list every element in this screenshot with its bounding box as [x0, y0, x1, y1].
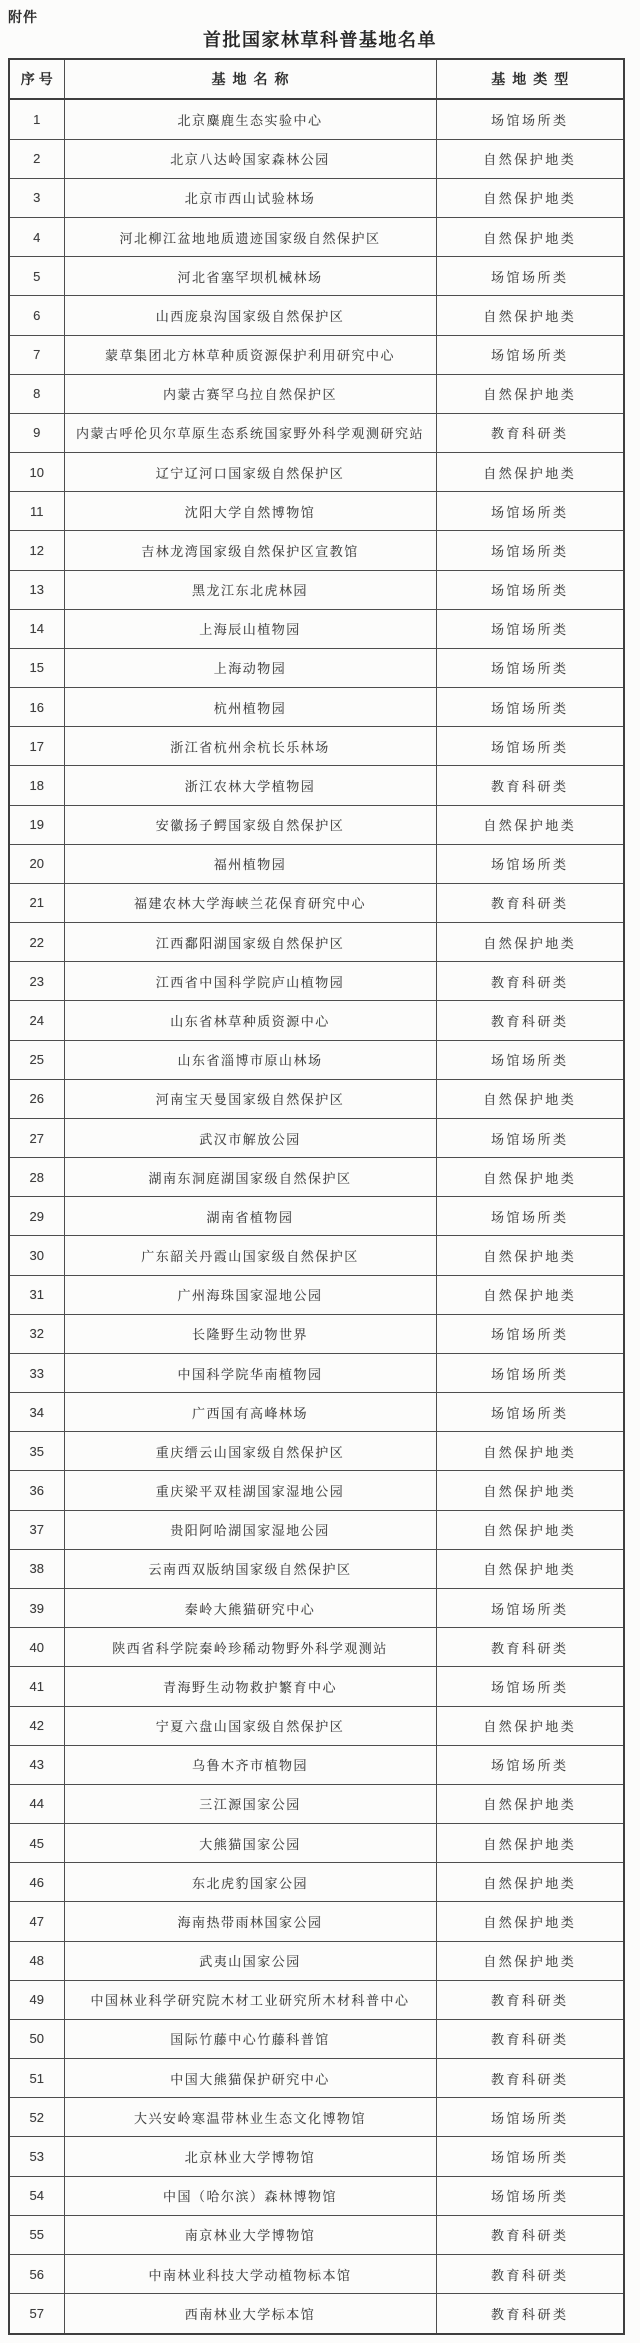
name-cell: 江西鄱阳湖国家级自然保护区 [64, 923, 436, 962]
type-cell: 自然保护地类 [436, 1549, 624, 1588]
table-row [9, 2254, 624, 2293]
table-row [9, 178, 624, 217]
name-cell: 广西国有高峰林场 [64, 1393, 436, 1432]
index-cell: 21 [9, 883, 64, 922]
attachment-label: 附件 [8, 9, 38, 25]
index-cell: 27 [9, 1118, 64, 1157]
name-cell: 青海野生动物救护繁育中心 [64, 1667, 436, 1706]
type-cell: 教育科研类 [436, 1980, 624, 2019]
index-cell: 12 [9, 531, 64, 570]
name-cell: 中国大熊猫保护研究中心 [64, 2059, 436, 2098]
table-row [9, 609, 624, 648]
table-row [9, 1432, 624, 1471]
table-row [9, 217, 624, 256]
table-row [9, 2019, 624, 2058]
type-cell: 教育科研类 [436, 2215, 624, 2254]
table-row [9, 570, 624, 609]
name-cell: 内蒙古呼伦贝尔草原生态系统国家野外科学观测研究站 [64, 413, 436, 452]
name-cell: 中国林业科学研究院木材工业研究所木材科普中心 [64, 1980, 436, 2019]
name-cell: 杭州植物园 [64, 688, 436, 727]
type-cell: 自然保护地类 [436, 1079, 624, 1118]
index-cell: 2 [9, 139, 64, 178]
type-cell: 场馆场所类 [436, 2098, 624, 2137]
table-row [9, 648, 624, 687]
name-cell: 广东韶关丹霞山国家级自然保护区 [64, 1236, 436, 1275]
type-cell: 教育科研类 [436, 2019, 624, 2058]
name-cell: 重庆梁平双桂湖国家湿地公园 [64, 1471, 436, 1510]
table-row [9, 766, 624, 805]
type-cell: 场馆场所类 [436, 648, 624, 687]
header-cell-type: 基地类型 [436, 59, 624, 99]
index-cell: 28 [9, 1158, 64, 1197]
type-cell: 教育科研类 [436, 2294, 624, 2334]
table-row [9, 1863, 624, 1902]
type-cell: 场馆场所类 [436, 2137, 624, 2176]
index-cell: 17 [9, 727, 64, 766]
type-cell: 自然保护地类 [436, 1706, 624, 1745]
table-row [9, 1353, 624, 1392]
index-cell: 1 [9, 99, 64, 139]
name-cell: 河北省塞罕坝机械林场 [64, 257, 436, 296]
index-cell: 14 [9, 609, 64, 648]
table-row [9, 296, 624, 335]
table-body [9, 99, 624, 2334]
type-cell: 教育科研类 [436, 413, 624, 452]
table-row [9, 1236, 624, 1275]
index-cell: 16 [9, 688, 64, 727]
type-cell: 场馆场所类 [436, 335, 624, 374]
type-cell: 自然保护地类 [436, 374, 624, 413]
table-row [9, 1471, 624, 1510]
type-cell: 自然保护地类 [436, 296, 624, 335]
table-row [9, 1158, 624, 1197]
type-cell: 自然保护地类 [436, 178, 624, 217]
table-row [9, 844, 624, 883]
table-row [9, 1001, 624, 1040]
table-row [9, 413, 624, 452]
type-cell: 教育科研类 [436, 766, 624, 805]
name-cell: 辽宁辽河口国家级自然保护区 [64, 453, 436, 492]
header-cell-index: 序号 [9, 59, 64, 99]
type-cell: 教育科研类 [436, 2059, 624, 2098]
index-cell: 3 [9, 178, 64, 217]
index-cell: 46 [9, 1863, 64, 1902]
table-row [9, 2098, 624, 2137]
name-cell: 浙江省杭州余杭长乐林场 [64, 727, 436, 766]
index-cell: 57 [9, 2294, 64, 2334]
type-cell: 自然保护地类 [436, 1471, 624, 1510]
type-cell: 场馆场所类 [436, 1589, 624, 1628]
index-cell: 56 [9, 2254, 64, 2293]
index-cell: 49 [9, 1980, 64, 2019]
table-row [9, 1824, 624, 1863]
index-cell: 18 [9, 766, 64, 805]
name-cell: 沈阳大学自然博物馆 [64, 492, 436, 531]
table-row [9, 805, 624, 844]
index-cell: 50 [9, 2019, 64, 2058]
type-cell: 自然保护地类 [436, 1432, 624, 1471]
index-cell: 52 [9, 2098, 64, 2137]
table-row [9, 1197, 624, 1236]
index-cell: 26 [9, 1079, 64, 1118]
name-cell: 大兴安岭寒温带林业生态文化博物馆 [64, 2098, 436, 2137]
type-cell: 场馆场所类 [436, 531, 624, 570]
index-cell: 44 [9, 1784, 64, 1823]
type-cell: 场馆场所类 [436, 609, 624, 648]
name-cell: 乌鲁木齐市植物园 [64, 1745, 436, 1784]
type-cell: 自然保护地类 [436, 1863, 624, 1902]
index-cell: 7 [9, 335, 64, 374]
name-cell: 广州海珠国家湿地公园 [64, 1275, 436, 1314]
index-cell: 42 [9, 1706, 64, 1745]
type-cell: 自然保护地类 [436, 1275, 624, 1314]
table-row [9, 1510, 624, 1549]
index-cell: 41 [9, 1667, 64, 1706]
index-cell: 24 [9, 1001, 64, 1040]
name-cell: 浙江农林大学植物园 [64, 766, 436, 805]
name-cell: 中国科学院华南植物园 [64, 1353, 436, 1392]
type-cell: 场馆场所类 [436, 1040, 624, 1079]
table-row [9, 531, 624, 570]
index-cell: 10 [9, 453, 64, 492]
name-cell: 山西庞泉沟国家级自然保护区 [64, 296, 436, 335]
table-row [9, 2176, 624, 2215]
index-cell: 6 [9, 296, 64, 335]
name-cell: 三江源国家公园 [64, 1784, 436, 1823]
type-cell: 教育科研类 [436, 962, 624, 1001]
type-cell: 自然保护地类 [436, 217, 624, 256]
name-cell: 云南西双版纳国家级自然保护区 [64, 1549, 436, 1588]
index-cell: 40 [9, 1628, 64, 1667]
type-cell: 场馆场所类 [436, 844, 624, 883]
name-cell: 西南林业大学标本馆 [64, 2294, 436, 2334]
type-cell: 场馆场所类 [436, 1745, 624, 1784]
table-row [9, 1902, 624, 1941]
name-cell: 吉林龙湾国家级自然保护区宣教馆 [64, 531, 436, 570]
table-row [9, 1706, 624, 1745]
table-row [9, 923, 624, 962]
name-cell: 河北柳江盆地地质遗迹国家级自然保护区 [64, 217, 436, 256]
name-cell: 北京市西山试验林场 [64, 178, 436, 217]
index-cell: 53 [9, 2137, 64, 2176]
type-cell: 场馆场所类 [436, 99, 624, 139]
name-cell: 安徽扬子鳄国家级自然保护区 [64, 805, 436, 844]
type-cell: 场馆场所类 [436, 688, 624, 727]
name-cell: 河南宝天曼国家级自然保护区 [64, 1079, 436, 1118]
table-row [9, 1667, 624, 1706]
type-cell: 自然保护地类 [436, 923, 624, 962]
name-cell: 重庆缙云山国家级自然保护区 [64, 1432, 436, 1471]
type-cell: 场馆场所类 [436, 1667, 624, 1706]
type-cell: 自然保护地类 [436, 139, 624, 178]
table-row [9, 1040, 624, 1079]
table-row [9, 1549, 624, 1588]
type-cell: 场馆场所类 [436, 257, 624, 296]
table-row [9, 883, 624, 922]
index-cell: 23 [9, 962, 64, 1001]
type-cell: 场馆场所类 [436, 727, 624, 766]
type-cell: 自然保护地类 [436, 1784, 624, 1823]
type-cell: 场馆场所类 [436, 1197, 624, 1236]
index-cell: 51 [9, 2059, 64, 2098]
index-cell: 45 [9, 1824, 64, 1863]
name-cell: 上海动物园 [64, 648, 436, 687]
header-row [9, 59, 624, 99]
type-cell: 自然保护地类 [436, 1902, 624, 1941]
index-cell: 33 [9, 1353, 64, 1392]
index-cell: 43 [9, 1745, 64, 1784]
name-cell: 国际竹藤中心竹藤科普馆 [64, 2019, 436, 2058]
name-cell: 宁夏六盘山国家级自然保护区 [64, 1706, 436, 1745]
table-row [9, 1275, 624, 1314]
index-cell: 34 [9, 1393, 64, 1432]
name-cell: 湖南省植物园 [64, 1197, 436, 1236]
type-cell: 自然保护地类 [436, 1941, 624, 1980]
type-cell: 自然保护地类 [436, 453, 624, 492]
name-cell: 江西省中国科学院庐山植物园 [64, 962, 436, 1001]
name-cell: 南京林业大学博物馆 [64, 2215, 436, 2254]
document-title: 首批国家林草科普基地名单 [203, 30, 437, 50]
index-cell: 13 [9, 570, 64, 609]
table-row [9, 139, 624, 178]
index-cell: 5 [9, 257, 64, 296]
name-cell: 东北虎豹国家公园 [64, 1863, 436, 1902]
index-cell: 32 [9, 1314, 64, 1353]
index-cell: 30 [9, 1236, 64, 1275]
name-cell: 福州植物园 [64, 844, 436, 883]
type-cell: 场馆场所类 [436, 1393, 624, 1432]
name-cell: 蒙草集团北方林草种质资源保护利用研究中心 [64, 335, 436, 374]
table-row [9, 1628, 624, 1667]
type-cell: 自然保护地类 [436, 1510, 624, 1549]
index-cell: 38 [9, 1549, 64, 1588]
index-cell: 48 [9, 1941, 64, 1980]
type-cell: 教育科研类 [436, 1628, 624, 1667]
name-cell: 山东省林草种质资源中心 [64, 1001, 436, 1040]
name-cell: 福建农林大学海峡兰花保育研究中心 [64, 883, 436, 922]
index-cell: 36 [9, 1471, 64, 1510]
type-cell: 自然保护地类 [436, 805, 624, 844]
name-cell: 中南林业科技大学动植物标本馆 [64, 2254, 436, 2293]
table-row [9, 453, 624, 492]
index-cell: 4 [9, 217, 64, 256]
index-cell: 29 [9, 1197, 64, 1236]
table-row [9, 1941, 624, 1980]
name-cell: 中国（哈尔滨）森林博物馆 [64, 2176, 436, 2215]
table-row [9, 962, 624, 1001]
index-cell: 22 [9, 923, 64, 962]
table-row [9, 2215, 624, 2254]
table-row [9, 2137, 624, 2176]
name-cell: 湖南东洞庭湖国家级自然保护区 [64, 1158, 436, 1197]
name-cell: 贵阳阿哈湖国家湿地公园 [64, 1510, 436, 1549]
index-cell: 20 [9, 844, 64, 883]
type-cell: 教育科研类 [436, 2254, 624, 2293]
type-cell: 场馆场所类 [436, 570, 624, 609]
index-cell: 9 [9, 413, 64, 452]
table-row [9, 727, 624, 766]
name-cell: 长隆野生动物世界 [64, 1314, 436, 1353]
type-cell: 教育科研类 [436, 883, 624, 922]
index-cell: 37 [9, 1510, 64, 1549]
name-cell: 北京八达岭国家森林公园 [64, 139, 436, 178]
name-cell: 武夷山国家公园 [64, 1941, 436, 1980]
table-row [9, 1745, 624, 1784]
index-cell: 19 [9, 805, 64, 844]
index-cell: 15 [9, 648, 64, 687]
name-cell: 陕西省科学院秦岭珍稀动物野外科学观测站 [64, 1628, 436, 1667]
header-cell-name: 基地名称 [64, 59, 436, 99]
table-row [9, 1079, 624, 1118]
table-row [9, 2294, 624, 2334]
name-cell: 内蒙古赛罕乌拉自然保护区 [64, 374, 436, 413]
type-cell: 场馆场所类 [436, 1118, 624, 1157]
table-row [9, 492, 624, 531]
table-row [9, 1589, 624, 1628]
name-cell: 山东省淄博市原山林场 [64, 1040, 436, 1079]
index-cell: 54 [9, 2176, 64, 2215]
name-cell: 黑龙江东北虎林园 [64, 570, 436, 609]
table-row [9, 1118, 624, 1157]
index-cell: 55 [9, 2215, 64, 2254]
name-cell: 海南热带雨林国家公园 [64, 1902, 436, 1941]
table-row [9, 99, 624, 139]
type-cell: 自然保护地类 [436, 1158, 624, 1197]
type-cell: 教育科研类 [436, 1001, 624, 1040]
base-list-table [8, 58, 625, 2335]
name-cell: 大熊猫国家公园 [64, 1824, 436, 1863]
name-cell: 北京林业大学博物馆 [64, 2137, 436, 2176]
type-cell: 场馆场所类 [436, 2176, 624, 2215]
index-cell: 47 [9, 1902, 64, 1941]
table-row [9, 1393, 624, 1432]
type-cell: 自然保护地类 [436, 1824, 624, 1863]
table-row [9, 1980, 624, 2019]
name-cell: 武汉市解放公园 [64, 1118, 436, 1157]
table-row [9, 2059, 624, 2098]
table-header [9, 59, 624, 99]
index-cell: 39 [9, 1589, 64, 1628]
index-cell: 8 [9, 374, 64, 413]
type-cell: 自然保护地类 [436, 1236, 624, 1275]
table-row [9, 257, 624, 296]
index-cell: 35 [9, 1432, 64, 1471]
name-cell: 北京麋鹿生态实验中心 [64, 99, 436, 139]
table-row [9, 1784, 624, 1823]
name-cell: 上海辰山植物园 [64, 609, 436, 648]
table-row [9, 1314, 624, 1353]
type-cell: 场馆场所类 [436, 492, 624, 531]
table-row [9, 335, 624, 374]
type-cell: 场馆场所类 [436, 1353, 624, 1392]
name-cell: 秦岭大熊猫研究中心 [64, 1589, 436, 1628]
index-cell: 31 [9, 1275, 64, 1314]
index-cell: 11 [9, 492, 64, 531]
table-row [9, 374, 624, 413]
index-cell: 25 [9, 1040, 64, 1079]
table-row [9, 688, 624, 727]
type-cell: 场馆场所类 [436, 1314, 624, 1353]
